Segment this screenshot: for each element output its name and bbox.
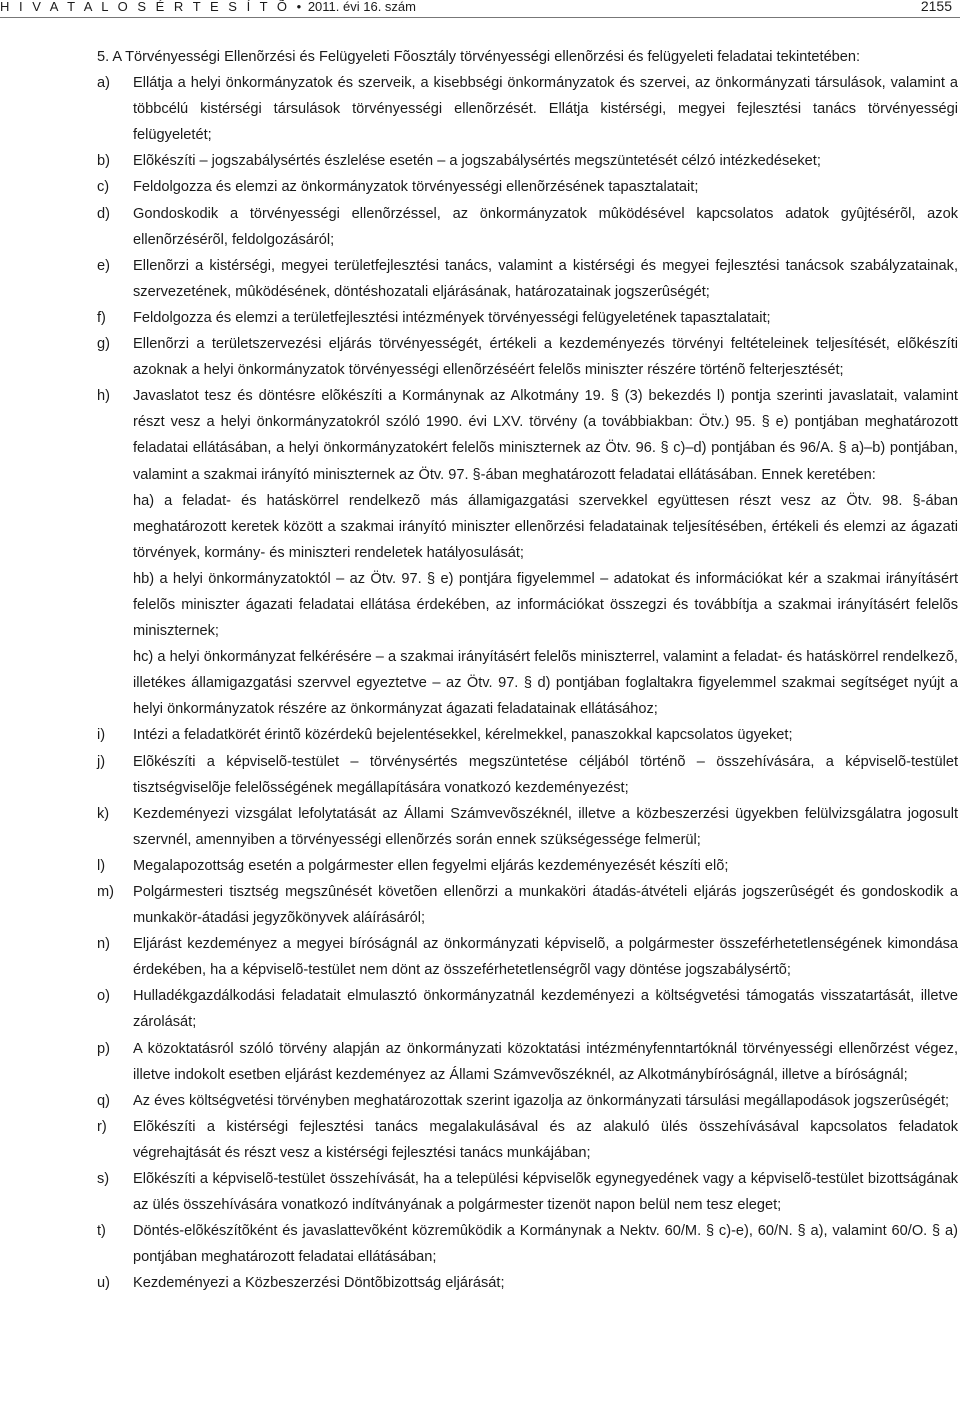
item-text: Feldolgozza és elemzi az önkormányzatok törvényességi ellenõrzésének tapasztalatait; xyxy=(133,179,699,196)
sub-item-ha: ha) a feladat- és hatáskörrel rendelkezõ más államigazgatási szervekkel együttesen részt vesz az Ötv. 98. §-ában meghatározott keretek között a szakmai irányító miniszter ellenõrzési feladatainak teljesítésében, értékeli és elemzi az ágazati törvények, kormány- és miniszteri rendeletek hatályosulását; xyxy=(133,492,958,561)
item-label: f) xyxy=(97,309,106,326)
issue-label: 2011. évi 16. szám xyxy=(307,0,416,14)
item-text: Ellenõrzi a kistérségi, megyei területfejlesztési tanács, valamint a kistérségi és megyei fejlesztési tanácsok szabályzatainak, szervezetének, mûködésének, döntéshozatali eljárásának, határozatainak jogszerûségét; xyxy=(133,257,958,300)
item-label: q) xyxy=(97,1092,110,1109)
item-text: Feldolgozza és elemzi a területfejlesztési intézmények törvényességi felügyeletének tapasztalatait; xyxy=(133,309,771,326)
list-item-k xyxy=(0,801,958,853)
item-text: Javaslatot tesz és döntésre elõkészíti a Kormánynak az Alkotmány 19. § (3) bekezdés l) pontja szerinti javaslatait, valamint részt vesz a helyi önkormányzatokról szóló 1990. évi LXV. törvény (a továbbiakban: Ötv.) 95. § e) pontjában meghatározott feladatai ellátásában, a helyi önkormányzatokért felelõs miniszternek az Ötv. 96. § c)–d) pontjában és 96/A. § a)–b) pontjában, valamint a szakmai irányító miniszternek az Ötv. 97. §-ában meghatározott feladatai ellátásában. Ennek keretében: xyxy=(133,388,958,483)
list-item-o xyxy=(0,983,958,1035)
item-label: t) xyxy=(97,1223,106,1240)
list-item-m xyxy=(0,879,958,931)
list-item-b xyxy=(0,148,958,174)
list-item-u xyxy=(0,1270,958,1296)
publication-title: H I V A T A L O S É R T E S Í T Õ xyxy=(0,0,291,14)
item-text: Ellátja a helyi önkormányzatok és szerveik, a kisebbségi önkormányzatok és szervei, az önkormányzati társulások, valamint a többcélú kistérségi társulások törvényességi ellenõrzését. Ellátja kistérségi, megyei fejlesztési tanács törvényességi felügyeletét; xyxy=(133,75,958,144)
bullet-separator: • xyxy=(296,0,302,14)
item-text: Hulladékgazdálkodási feladatait elmulasztó önkormányzatnál kezdeményezi a költségvetési támogatás visszatartását, illetve zárolását; xyxy=(133,988,958,1031)
item-label: l) xyxy=(97,857,106,874)
item-text: Megalapozottság esetén a polgármester ellen fegyelmi eljárás kezdeményezését készíti elõ; xyxy=(133,857,729,874)
header-rule xyxy=(0,17,960,18)
sub-item-hc: hc) a helyi önkormányzat felkérésére – a szakmai irányításért felelõs miniszterrel, valamint a feladat- és hatáskörrel rendelkezõ, illetékes államigazgatási szervvel egyeztetve – az Ötv. 97. § d) pontjában foglaltakra figyelemmel szakmai segítséget nyújt a helyi önkormányzatok részére az önkormányzat ágazati feladatainak ellátásához; xyxy=(133,649,958,718)
item-label: s) xyxy=(97,1171,110,1188)
item-text: Kezdeményezi a Közbeszerzési Döntõbizottság eljárását; xyxy=(133,1275,505,1292)
item-text: Elõkészíti a kistérségi fejlesztési tanács megalakulásával és az alakuló ülés összehívásával kapcsolatos feladatok végrehajtását és részt vesz a kistérségi fejlesztési tanács munkájában; xyxy=(133,1118,958,1161)
item-text: Elõkészíti – jogszabálysértés észlelése esetén – a jogszabálysértés megszüntetését célzó intézkedéseket; xyxy=(133,153,821,170)
list-item-s xyxy=(0,1166,958,1218)
list-item-j xyxy=(0,749,958,801)
item-label: d) xyxy=(97,205,110,222)
item-label: k) xyxy=(97,805,110,822)
item-label: u) xyxy=(97,1275,110,1292)
item-label: m) xyxy=(97,884,115,900)
item-text: Elõkészíti a képviselõ-testület összehívását, ha a települési képviselõk egynegyedének vagy a képviselõ-testület bizottságának az ülés összehívására vonatkozó indítványának a polgármester tizenöt napon belül nem tesz eleget; xyxy=(133,1171,958,1214)
item-text: Ellenõrzi a területszervezési eljárás törvényességét, értékeli a kezdeményezés törvényi feltételeinek teljesítését, elõkészíti azoknak a helyi önkormányzatok törvényességi ellenõrzéséért felelõs miniszter részére történõ felterjesztését; xyxy=(133,336,958,379)
item-text: A közoktatásról szóló törvény alapján az önkormányzati közoktatási intézményfenntartóknál törvényességi ellenõrzést végez, illetve indokolt esetben eljárást kezdeményez az Állami Számvevõszéknél, az Alkotmánybíróságnál, illetve a bíróságnál; xyxy=(133,1040,958,1083)
list-item-n xyxy=(0,931,958,983)
item-label: h) xyxy=(97,388,110,405)
list-item-i xyxy=(0,722,958,748)
item-text: Kezdeményezi vizsgálat lefolytatását az Állami Számvevõszéknél, illetve a közbeszerzési ügyekben felülvizsgálatra jogosult szervnél, amennyiben a törvényességi ellenõrzés során ennek szükségessége felmerül; xyxy=(133,805,958,848)
list-item-t xyxy=(0,1218,958,1270)
sub-item-hb: hb) a helyi önkormányzatoktól – az Ötv. 97. § e) pontjára figyelemmel – adatokat és információkat kér a szakmai irányításért felelõs miniszter ágazati feladatai ellátása érdekében, az információkat összegzi és továbbítja a szakmai irányításért felelõs miniszternek; xyxy=(133,570,958,640)
list-item-q xyxy=(0,1088,958,1114)
item-label: a) xyxy=(97,75,110,92)
list-item-a xyxy=(0,70,958,148)
list-item-d xyxy=(0,201,958,253)
item-text: Gondoskodik a törvényességi ellenõrzéssel, az önkormányzatok mûködésével kapcsolatos adatok gyûjtésérõl, azok ellenõrzésérõl, feldolgozásáról; xyxy=(133,205,958,248)
page-header xyxy=(0,0,960,16)
item-label: n) xyxy=(97,936,110,953)
item-label: g) xyxy=(97,336,110,353)
item-text: Az éves költségvetési törvényben meghatározottak szerint igazolja az önkormányzati társulási megállapodások jogszerûségét; xyxy=(133,1092,950,1109)
item-text: Elõkészíti a képviselõ-testület – törvénysértés megszüntetése céljából történõ – összehívására, a képviselõ-testület tisztségviselõje felelõsségének megállapítására vonatkozó kezdeményezést; xyxy=(133,753,958,796)
item-label: c) xyxy=(97,179,110,196)
item-label: i) xyxy=(97,727,106,744)
item-label: r) xyxy=(97,1118,107,1135)
running-head xyxy=(0,0,416,13)
item-text: Polgármesteri tisztség megszûnését követõen ellenõrzi a munkaköri átadás-átvételi eljárás jogszerûségét és gondoskodik a munkakör-átadási jegyzõkönyvek aláírásáról; xyxy=(133,884,958,927)
item-label: e) xyxy=(97,257,110,274)
list-item-c xyxy=(0,174,958,200)
list-item-h xyxy=(0,383,958,487)
list-item-f xyxy=(0,305,958,331)
list-item-l xyxy=(0,853,958,879)
item-text: Intézi a feladatkörét érintõ közérdekû bejelentésekkel, kérelmekkel, panaszokkal kapcsolatos ügyeket; xyxy=(133,727,793,744)
list-item-p xyxy=(0,1036,958,1088)
section-heading: 5. A Törvényességi Ellenõrzési és Felügyeleti Fõosztály törvényességi ellenõrzési és felügyeleti feladatai tekintetében: xyxy=(97,49,861,65)
item-text: Döntés-elõkészítõként és javaslattevõként közremûködik a Kormánynak a Nektv. 60/M. § c)-e), 60/N. § a), valamint 60/O. § a) pontjában meghatározott feladatai ellátásában; xyxy=(133,1223,958,1266)
list-item-g xyxy=(0,331,958,383)
list-item-r xyxy=(0,1114,958,1166)
page-number: 2155 xyxy=(920,0,952,14)
document-body xyxy=(0,44,958,1297)
item-label: o) xyxy=(97,988,110,1005)
item-text: Eljárást kezdeményez a megyei bíróságnál az önkormányzati képviselõ, a polgármester összeférhetetlenségének kimondása érdekében, ha a képviselõ-testület nem dönt az összeférhetetlenségrõl vagy döntése jogszabálysértõ; xyxy=(133,936,958,979)
item-label: b) xyxy=(97,153,110,170)
list-item-e xyxy=(0,253,958,305)
item-label: p) xyxy=(97,1040,110,1057)
item-label: j) xyxy=(97,753,106,770)
